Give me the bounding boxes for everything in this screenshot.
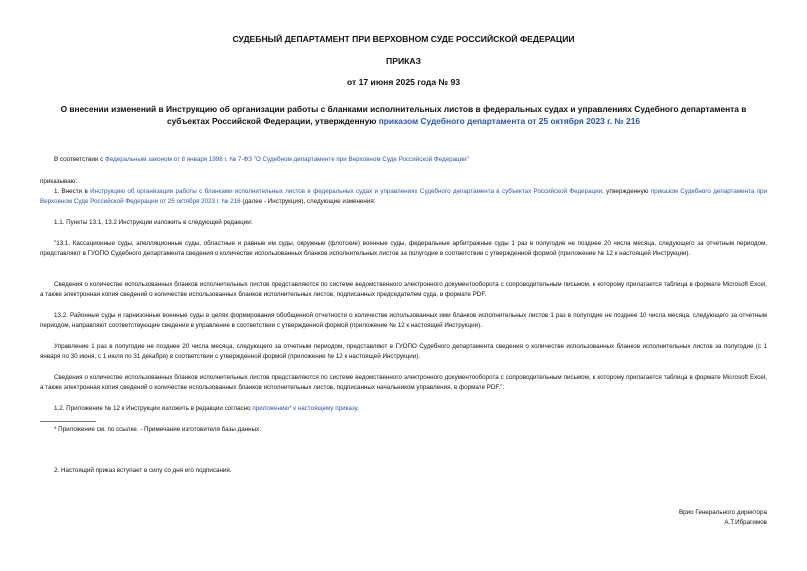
document-type-heading: ПРИКАЗ	[386, 56, 421, 66]
order-title	[40, 104, 767, 127]
federal-law-link[interactable]: Федеральным законом от 8 января 1998 г. № 7-ФЗ "О Судебном департаменте при Верховном Суде Российской Федерации"	[104, 156, 469, 163]
paragraph-1-1: 1.1. Пункты 13.1, 13.2 Инструкции изложить в следующей редакции:	[54, 219, 253, 226]
paragraph-1-2	[40, 404, 767, 414]
preamble-paragraph	[40, 155, 767, 165]
paragraph-1-2-lead: 1.2. Приложение № 12 к Инструкции изложить в редакции согласно	[54, 405, 253, 412]
paragraph-2: 2. Настоящий приказ вступает в силу со дня его подписания.	[54, 467, 232, 474]
footnote: * Приложение см. по ссылке. - Примечание изготовителя базы данных.	[54, 426, 261, 433]
department-heading: СУДЕБНЫЙ ДЕПАРТАМЕНТ ПРИ ВЕРХОВНОМ СУДЕ РОССИЙСКОЙ ФЕДЕРАЦИИ	[232, 34, 575, 44]
order-216-link[interactable]: приказом Судебного департамента при Верховном Суде Российской Федерации от 25 октября 2023 г. № 216	[40, 188, 767, 205]
paragraph-1-mid: , утвержденную	[602, 188, 651, 195]
order-title-link[interactable]: приказом Судебного департамента от 25 октября 2023 г. № 216	[378, 115, 641, 126]
preamble-lead: В соответствии с	[54, 156, 105, 163]
signature-name: А.Т.Ибрагимов	[724, 519, 767, 526]
paragraph-1-tail: (далее - Инструкция), следующие изменения:	[240, 197, 376, 205]
signature-position: Врио Генерального директора	[679, 509, 767, 516]
instruction-link[interactable]: Инструкцию об организации работы с бланками исполнительных листов в федеральных судах и управлениях Судебного департамента в субъектах Российской Федерации	[90, 188, 603, 195]
order-title-text: О внесении изменений в Инструкцию об организации работы с бланками исполнительных листов в федеральных судах и управлениях Судебного департамента в субъектах Российской Федерации, утвержденную	[60, 104, 747, 126]
paragraph-1-2-tail: .	[357, 405, 359, 412]
paragraph-13-2-info: Сведения о количестве использованных бланков исполнительных листов представляются по системе ведомственного электронного документооборота с сопроводительным письмом, к которому прилагается таблица в формате Microsoft Excel, а также электронная копия сведений о количестве использованных бланков исполнительных листов, подписанных начальником управления, в формате PDF.".	[40, 374, 767, 391]
order-word: приказываю:	[40, 178, 78, 185]
paragraph-13-2-management: Управление 1 раз в полугодие не позднее 20 числа месяца, следующего за отчетным периодом, представляют в ГУОПО Судебного департамента сведения о количестве использованных бланков исполнительных листов за полугодие (с 1 января по 30 июня, с 1 июля по 31 декабря) в соответствии с утвержденной формой (приложение № 12 к настоящей Инструкции).	[40, 343, 767, 360]
appendix-link[interactable]: приложению* к настоящему приказу	[252, 405, 358, 412]
paragraph-13-1: "13.1. Кассационные суды, апелляционные суды, областные и равные им суды, окружные (флотские) военные суды, федеральные арбитражные суды 1 раз в полугодие не позднее 20 числа месяца, следующего за отчетным периодом, представляют в ГУОПО Судебного департамента сведения о количестве использованных бланков исполнительных листов за полугодие в соответствии с утвержденной формой (приложение № 12 к настоящей Инструкции).	[40, 240, 767, 257]
paragraph-13-1-info: Сведения о количестве использованных бланков исполнительных листов представляются по системе ведомственного электронного документооборота с сопроводительным письмом, к которому прилагается таблица в формате Microsoft Excel, а также электронная копия сведений о количестве использованных бланков исполнительных листов, подписанных председателем суда, в формате PDF.	[40, 281, 767, 298]
date-number-line: от 17 июня 2025 года № 93	[346, 77, 461, 87]
paragraph-1-lead: 1. Внести в	[54, 188, 91, 195]
paragraph-1	[40, 187, 767, 206]
footnote-divider	[40, 421, 96, 422]
paragraph-13-2: 13.2. Районные суды и гарнизонные военные суды в целях формирования обобщенной отчетности о количестве использованных ими бланков исполнительных листов 1 раз в полугодие не позднее 10 числа месяца, следующего за отчетным периодом, направляют соответствующие сведения в управление в соответствии с утвержденной формой (приложение № 12 к настоящей Инструкции).	[40, 312, 767, 329]
